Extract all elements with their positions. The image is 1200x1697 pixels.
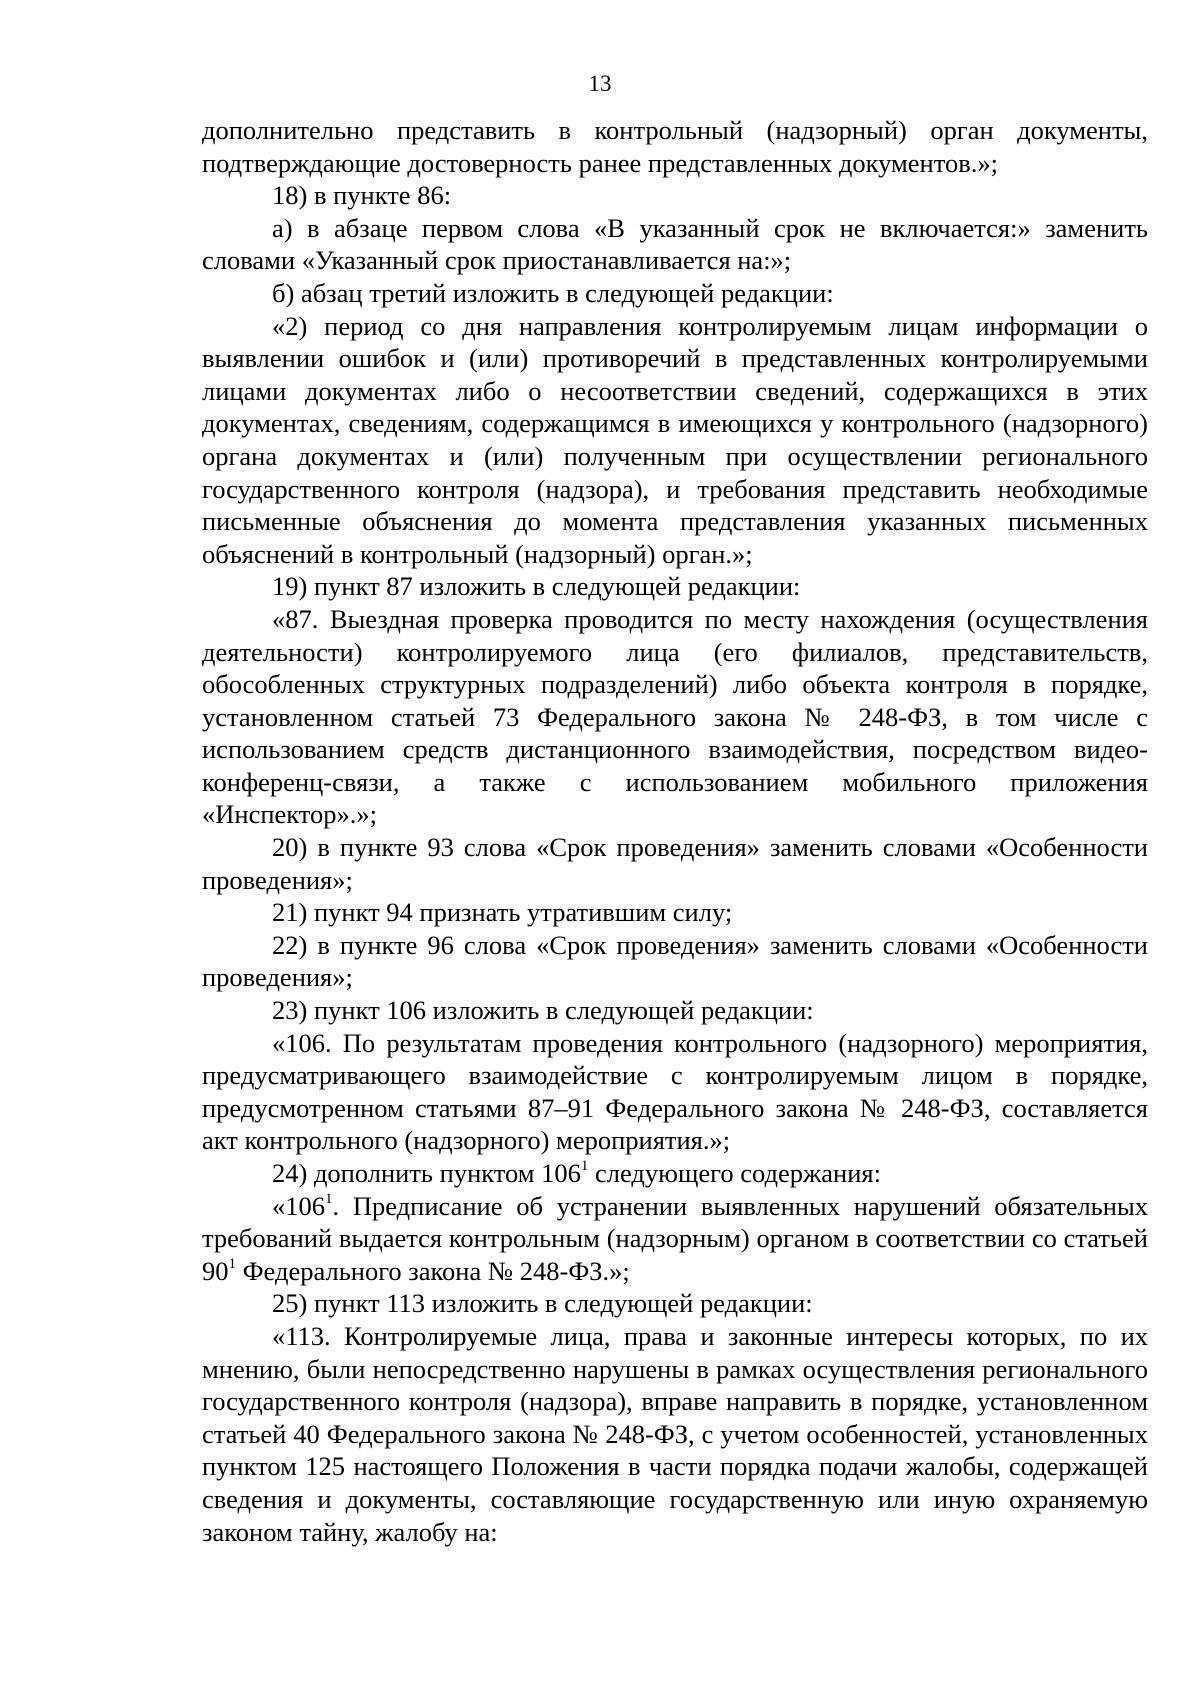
paragraph: а) в абзаце первом слова «В указанный срок не включается:» заменить словами «Указанный срок приостанавливается на:»; xyxy=(202,212,1148,276)
text-fragment: Федерального закона № 248-ФЗ.»; xyxy=(236,1255,630,1286)
superscript: 1 xyxy=(228,1255,236,1272)
paragraph xyxy=(202,1190,1148,1288)
text-fragment: следующего содержания: xyxy=(588,1158,881,1188)
paragraph: 18) в пункте 86: xyxy=(272,180,452,211)
document-body xyxy=(202,114,1148,1548)
text-fragment: . Предписание об устранении выявленных нарушений обязательных требований выдается контрольным (надзорным) органом в соответствии со статьей 90 xyxy=(202,1190,1148,1286)
paragraph: «113. Контролируемые лица, права и законные интересы которых, по их мнению, были непосредственно нарушены в рамках осуществления регионального государственного контроля (надзора), вправе направить в порядке, установленном статьей 40 Федерального закона № 248-ФЗ, с учетом особенностей, установленных пунктом 125 настоящего Положения в части порядка подачи жалобы, содержащей сведения и документы, составляющие государственную или иную охраняемую законом тайну, жалобу на: xyxy=(202,1320,1148,1547)
paragraph: «106. По результатам проведения контрольного (надзорного) мероприятия, предусматривающего взаимодействие с контролируемым лицом в порядке, предусмотренном статьями 87–91 Федерального закона № 248-ФЗ, составляется акт контрольного (надзорного) мероприятия.»; xyxy=(202,1027,1148,1156)
paragraph: 20) в пункте 93 слова «Срок проведения» заменить словами «Особенности проведения»; xyxy=(202,832,1148,895)
paragraph: «2) период со дня направления контролируемым лицам информации о выявлении ошибок и (или) противоречий в представленных контролируемыми лицами документах либо о несоответствии сведений, содержащихся в этих документах, сведениям, содержащимся в имеющихся у контрольного (надзорного) органа документах и (или) полученным при осуществлении регионального государственного контроля (надзора), и требования представить необходимые письменные объяснения до момента представления указанных письменных объяснений в контрольный (надзорный) орган.»; xyxy=(202,310,1148,569)
paragraph: 19) пункт 87 изложить в следующей редакции: xyxy=(272,571,801,602)
paragraph: «87. Выездная проверка проводится по месту нахождения (осуществления деятельности) контролируемого лица (его филиалов, представительств, обособленных структурных подразделений) либо объекта контроля в порядке, установленном статьей 73 Федерального закона № 248-ФЗ, в том числе с использованием средств дистанционного взаимодействия, посредством видео-конференц-связи, а также с использованием мобильного приложения «Инспектор».»; xyxy=(202,603,1148,830)
text-fragment: «106 xyxy=(272,1190,325,1221)
paragraph: 22) в пункте 96 слова «Срок проведения» заменить словами «Особенности проведения»; xyxy=(202,929,1148,993)
page-number: 13 xyxy=(588,71,612,96)
superscript: 1 xyxy=(325,1190,333,1207)
paragraph xyxy=(202,1157,1148,1190)
paragraph: 25) пункт 113 изложить в следующей редакции: xyxy=(272,1288,813,1319)
superscript: 1 xyxy=(580,1158,589,1175)
paragraph: 21) пункт 94 признать утратившим силу; xyxy=(272,897,733,928)
paragraph: б) абзац третий изложить в следующей редакции: xyxy=(272,277,834,308)
paragraph: дополнительно представить в контрольный (надзорный) орган документы, подтверждающие достоверность ранее представленных документов.»; xyxy=(202,115,1148,178)
text-fragment: 24) дополнить пунктом 106 xyxy=(272,1158,581,1188)
paragraph: 23) пункт 106 изложить в следующей редакции: xyxy=(272,995,814,1026)
